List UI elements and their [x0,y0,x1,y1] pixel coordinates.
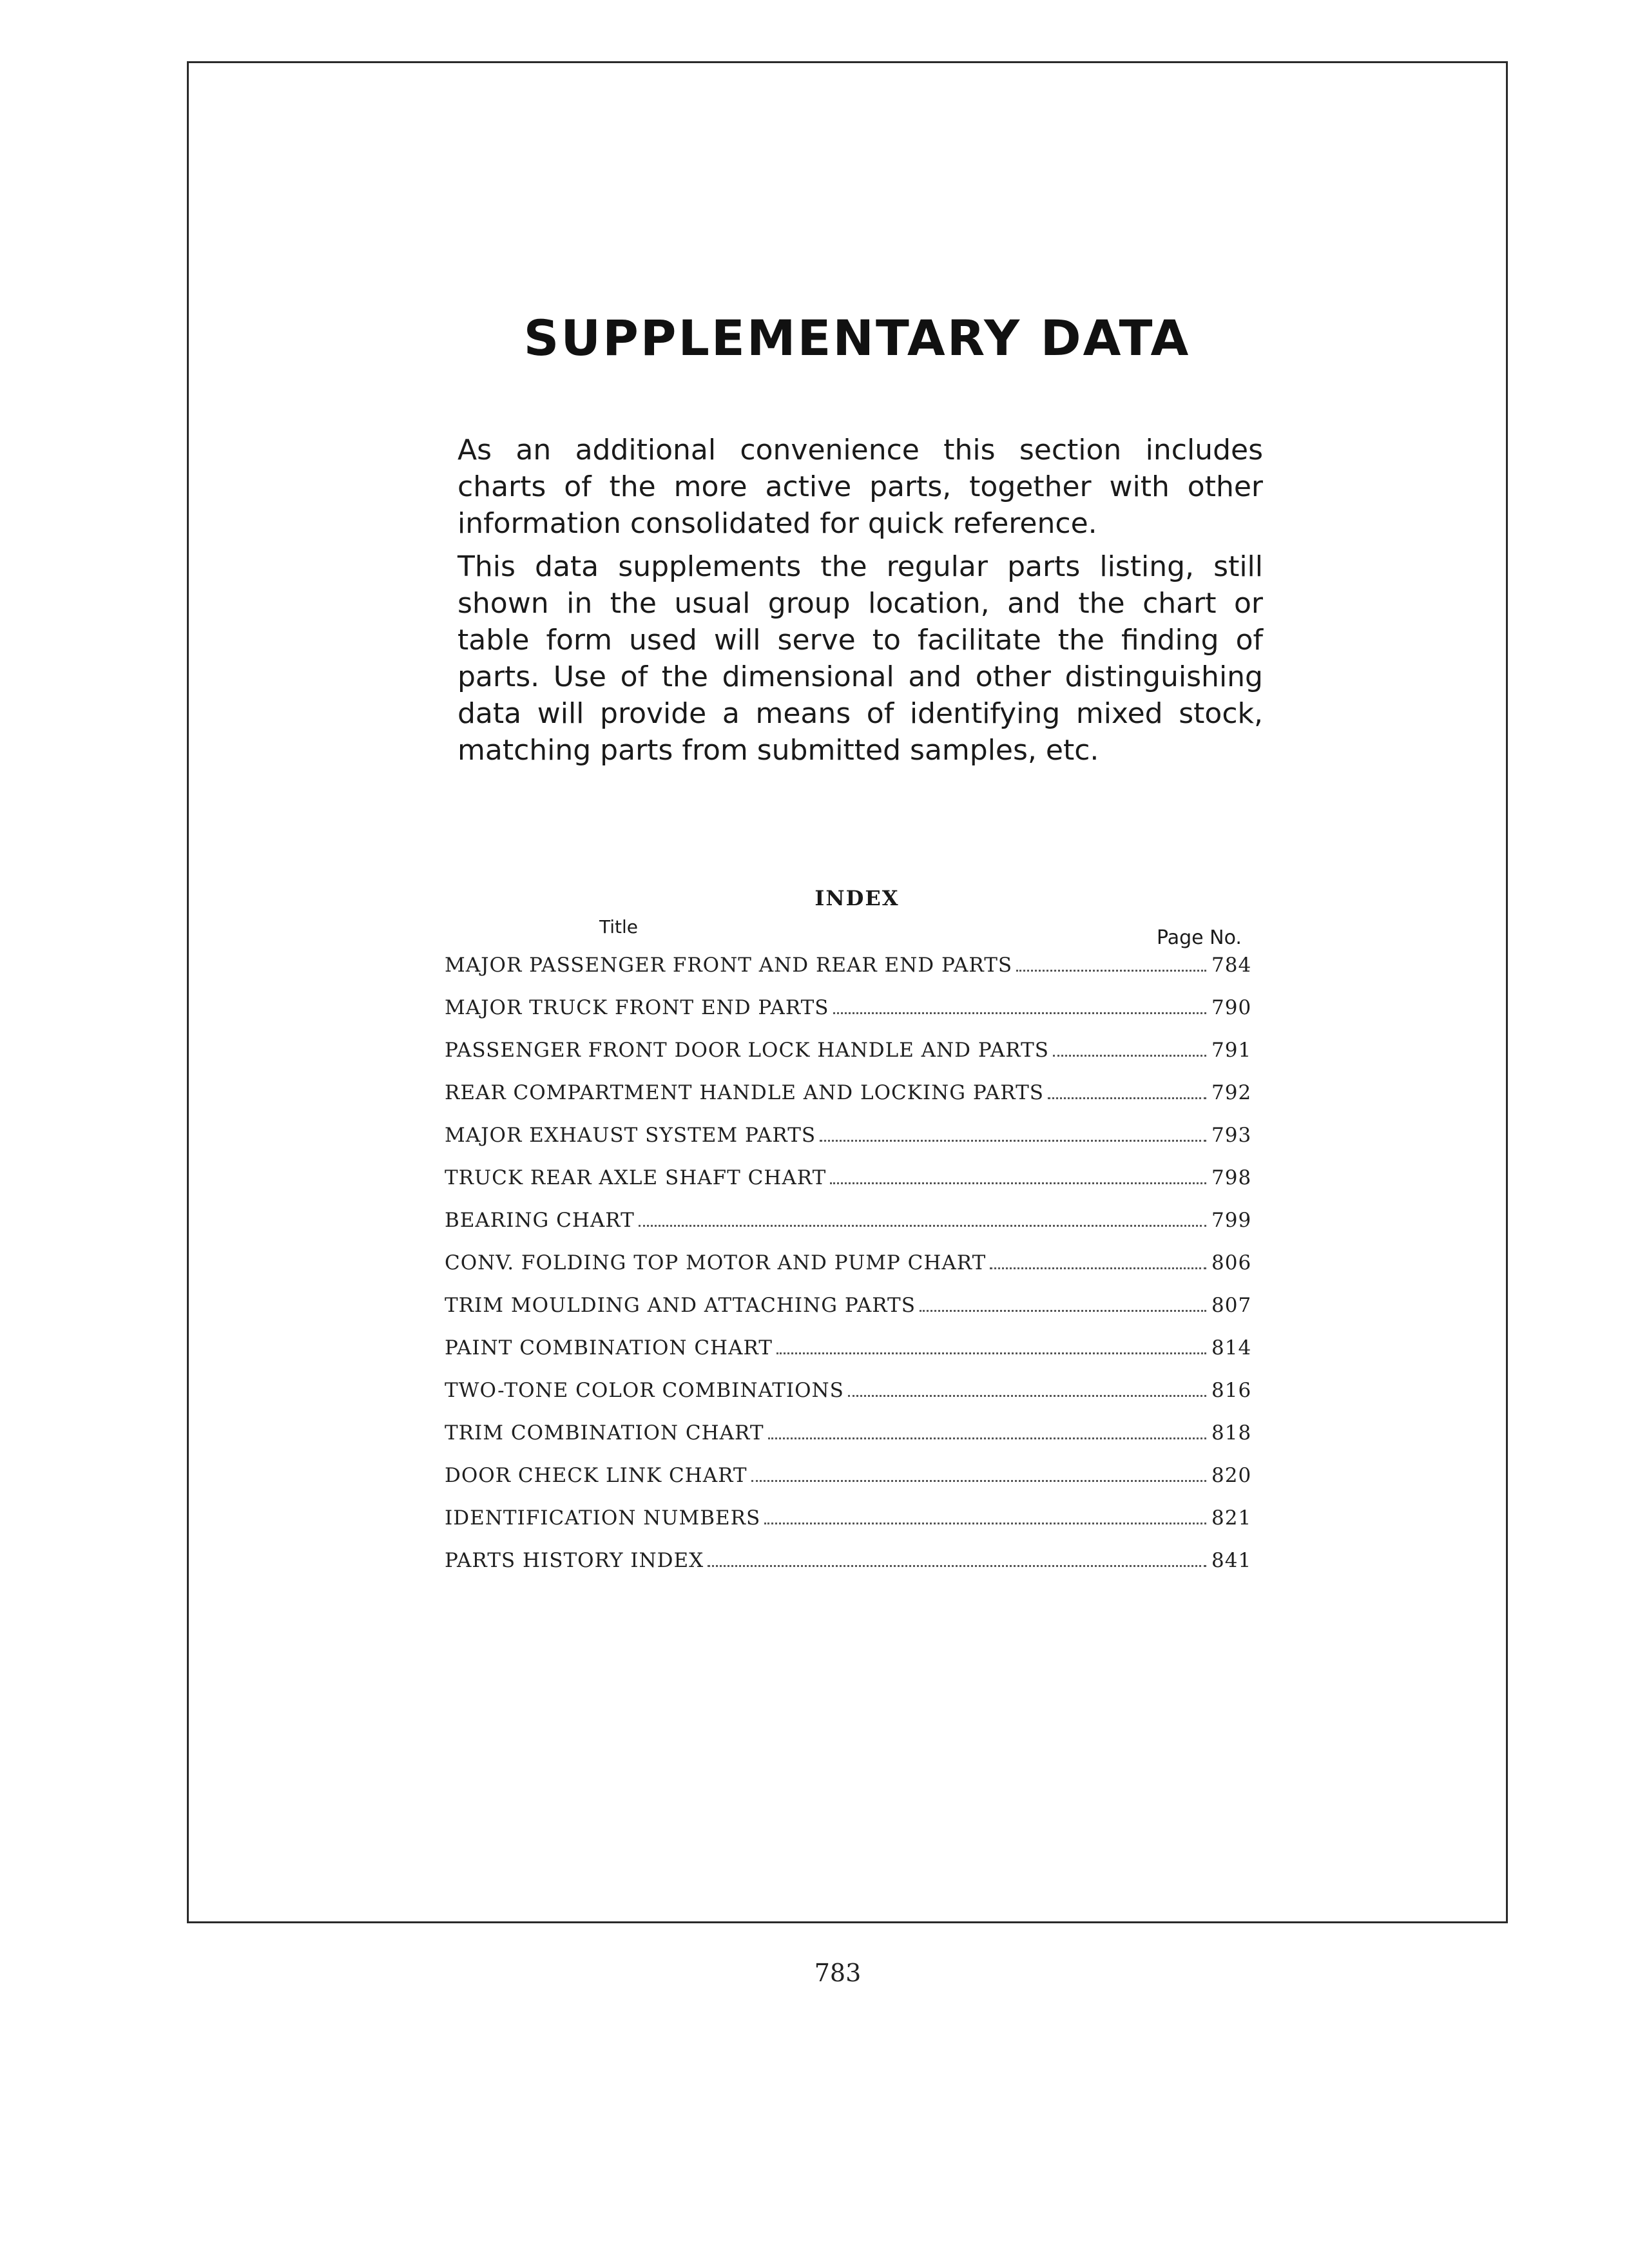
index-entry [445,1251,1250,1294]
index-entry [445,996,1250,1039]
index-entry-page: 820 [1211,1464,1252,1487]
index-entry-title: TWO-TONE COLOR COMBINATIONS [445,1379,844,1402]
dot-leader [820,1140,1206,1142]
index-entry-title: PASSENGER FRONT DOOR LOCK HANDLE AND PARTS [445,1039,1050,1062]
dot-leader [708,1565,1206,1567]
index-entry [445,1549,1250,1591]
index-entry [445,1039,1250,1081]
index-entry-title: TRUCK REAR AXLE SHAFT CHART [445,1166,827,1189]
dot-leader [776,1352,1206,1354]
index-entry-title: MAJOR PASSENGER FRONT AND REAR END PARTS [445,954,1013,977]
index-column-title: Title [599,916,639,937]
index-entry [445,1166,1250,1209]
index-list [445,954,1250,1591]
dot-leader [768,1437,1206,1439]
dot-leader [639,1225,1206,1227]
index-entry-page: 841 [1211,1549,1252,1572]
index-entry-title: IDENTIFICATION NUMBERS [445,1506,761,1530]
dot-leader [833,1012,1206,1014]
index-entry-title: CONV. FOLDING TOP MOTOR AND PUMP CHART [445,1251,987,1274]
page-title: SUPPLEMENTARY DATA [523,309,1191,367]
index-entry-page: 816 [1211,1379,1252,1402]
dot-leader [1053,1055,1206,1057]
dot-leader [920,1310,1206,1312]
index-entry-page: 792 [1211,1081,1252,1104]
intro-paragraph-1: As an additional convenience this section includes charts of the more active parts, together with other information consolidated for quick reference. [458,434,1263,540]
index-entry [445,954,1250,996]
index-entry [445,1464,1250,1506]
index-entry-title: MAJOR EXHAUST SYSTEM PARTS [445,1124,816,1147]
index-entry-title: TRIM COMBINATION CHART [445,1421,764,1445]
dot-leader [848,1395,1206,1397]
index-entry-page: 798 [1211,1166,1252,1189]
dot-leader [990,1267,1206,1269]
index-entry-page: 807 [1211,1294,1252,1317]
index-entry-page: 799 [1211,1209,1252,1232]
index-column-page: Page No. [1157,927,1242,949]
dot-leader [830,1182,1206,1184]
index-entry [445,1379,1250,1421]
intro-text [458,432,1263,775]
index-entry-title: PAINT COMBINATION CHART [445,1336,773,1360]
index-entry [445,1124,1250,1166]
index-entry-title: REAR COMPARTMENT HANDLE AND LOCKING PARTS [445,1081,1044,1104]
index-entry [445,1506,1250,1549]
index-entry-page: 784 [1211,954,1252,977]
index-entry-title: PARTS HISTORY INDEX [445,1549,704,1572]
dot-leader [1016,970,1206,972]
dot-leader [751,1480,1206,1482]
dot-leader [1048,1097,1206,1099]
index-entry-title: MAJOR TRUCK FRONT END PARTS [445,996,829,1019]
index-entry-title: TRIM MOULDING AND ATTACHING PARTS [445,1294,916,1317]
page-number: 783 [814,1959,862,1987]
index-entry-title: DOOR CHECK LINK CHART [445,1464,747,1487]
index-entry-page: 821 [1211,1506,1252,1530]
index-entry-page: 818 [1211,1421,1252,1445]
index-heading: INDEX [815,886,900,910]
intro-paragraph-2: This data supplements the regular parts listing, still shown in the usual group location, and the chart or table form used will serve to facilitate the finding of parts. Use of the dimensional and other distinguishing data will provide a means of identifying mixed stock, matching parts from submitted samples, etc. [458,550,1263,767]
index-entry-page: 790 [1211,996,1252,1019]
index-entry-title: BEARING CHART [445,1209,635,1232]
index-entry [445,1421,1250,1464]
dot-leader [764,1523,1206,1524]
index-entry [445,1336,1250,1379]
index-entry-page: 814 [1211,1336,1252,1360]
index-entry [445,1081,1250,1124]
index-entry-page: 791 [1211,1039,1252,1062]
index-entry [445,1209,1250,1251]
index-entry [445,1294,1250,1336]
index-entry-page: 793 [1211,1124,1252,1147]
index-entry-page: 806 [1211,1251,1252,1274]
